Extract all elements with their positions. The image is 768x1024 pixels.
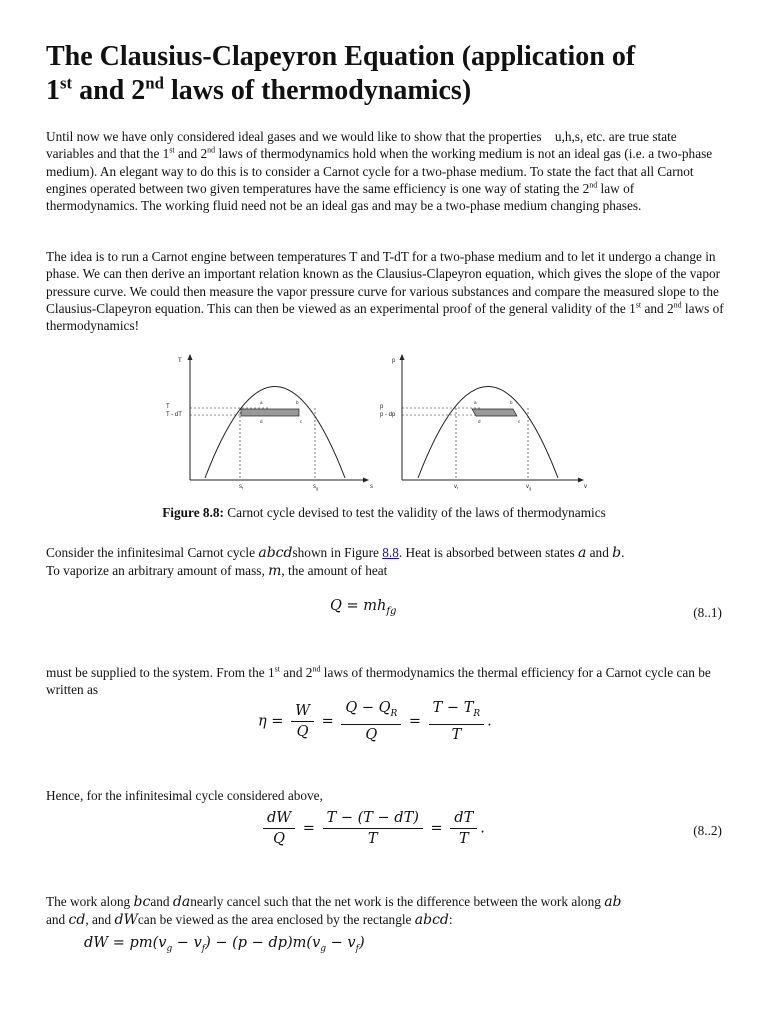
figure-caption: Figure 8.8: Carnot cycle devised to test the validity of the laws of thermodynamics <box>162 505 606 520</box>
ts-point-d: d <box>260 419 263 424</box>
equation-8-1: $Q = mh_{fg}$ <box>330 598 397 617</box>
carnot-cycle-figure <box>160 350 610 495</box>
pv-diagram <box>380 354 587 491</box>
ts-x-tick-sg: $s_g$ <box>313 484 319 491</box>
pv-x-tick-vg: $v_g$ <box>526 484 532 491</box>
hence-paragraph: Hence, for the infinitesimal cycle considered above, <box>46 788 323 803</box>
pv-x-axis-label: v <box>584 484 587 490</box>
page-title: The Clausius-Clapeyron Equation (application of 1st and 2nd laws of thermodynamics) <box>46 41 636 106</box>
ts-point-b: b <box>296 400 299 405</box>
pv-x-tick-vf: $v_f$ <box>454 484 459 491</box>
equation-number-8-2: (8..2) <box>693 823 722 838</box>
pv-point-b: b <box>510 400 513 405</box>
pv-y-tick-pdp: p - dp <box>380 412 396 418</box>
pv-y-axis-label: p <box>392 358 396 364</box>
ts-point-c: c <box>300 419 303 424</box>
idea-paragraph: The idea is to run a Carnot engine between temperatures T and T-dT for a two-phase medium and to let it undergo a change in phase. We can then derive an important relation known as the Clausius-Clapeyron equation, which gives the slope of the vapor pressure curve. We could then measure the vapor pressure curve for various substances and compare the measured slope to the Clausius-Clapeyron equation. This can then be viewed as an experimental proof of the general validity of the 1st and 2nd laws of thermodynamics! <box>46 249 724 334</box>
efficiency-paragraph: must be supplied to the system. From the 1st and 2nd laws of thermodynamics the thermal efficiency for a Carnot cycle can be written as <box>46 664 711 698</box>
equation-number-8-1: (8..1) <box>693 605 722 620</box>
ts-x-axis-label: s <box>370 484 373 490</box>
figure-link[interactable]: 8.8 <box>382 545 399 560</box>
equation-8-2: $\frac{dW}{Q}$ = $\frac{T - (T - dT)}{T}$ = $\frac{dT}{T}$ . <box>260 808 485 849</box>
work-equation: dW = $pm(v_g - v_f) - (p - dp)m(v_g - v_f)$ <box>84 935 365 954</box>
ts-point-a: a <box>260 400 263 405</box>
ts-x-tick-sf: $s_f$ <box>239 484 244 491</box>
ts-y-tick-t: T <box>166 404 170 410</box>
ts-y-axis-label: T <box>178 358 182 364</box>
ts-y-tick-tdt: T - dT <box>166 412 182 418</box>
intro-paragraph: Until now we have only considered ideal gases and we would like to show that the properties u,h,s, etc. are true state variables and that the 1st and 2nd laws of thermodynamics hold when the working medium is not an ideal gas (i.e. a two-phase medium). An elegant way to do this is to consider a Carnot cycle for a two-phase medium. To state the fact that all Carnot engines operated between two given temperatures have the same efficiency is one way of stating the 2nd law of thermodynamics. The working fluid need not be an ideal gas and may be a two-phase medium changing phases. <box>46 129 713 214</box>
work-paragraph: The work along bcand danearly cancel such that the net work is the difference between the work along ab and cd, and dWcan be viewed as the area enclosed by the rectangle abcd: <box>46 894 622 929</box>
pv-point-c: c <box>518 419 521 424</box>
ts-diagram <box>166 354 373 491</box>
efficiency-equation: η = $\frac{W}{Q}$ = $\frac{Q - Q_R}{Q}$ = $\frac{T - T_R}{T}$ . <box>258 700 492 743</box>
cycle-paragraph: Consider the infinitesimal Carnot cycle abcdshown in Figure 8.8. Heat is absorbed between states a and b. To vaporize an arbitrary amount of mass, m, the amount of heat <box>46 545 625 580</box>
pv-y-tick-p: p <box>380 404 384 410</box>
pv-point-a: a <box>474 400 477 405</box>
pv-point-d: d <box>478 419 481 424</box>
